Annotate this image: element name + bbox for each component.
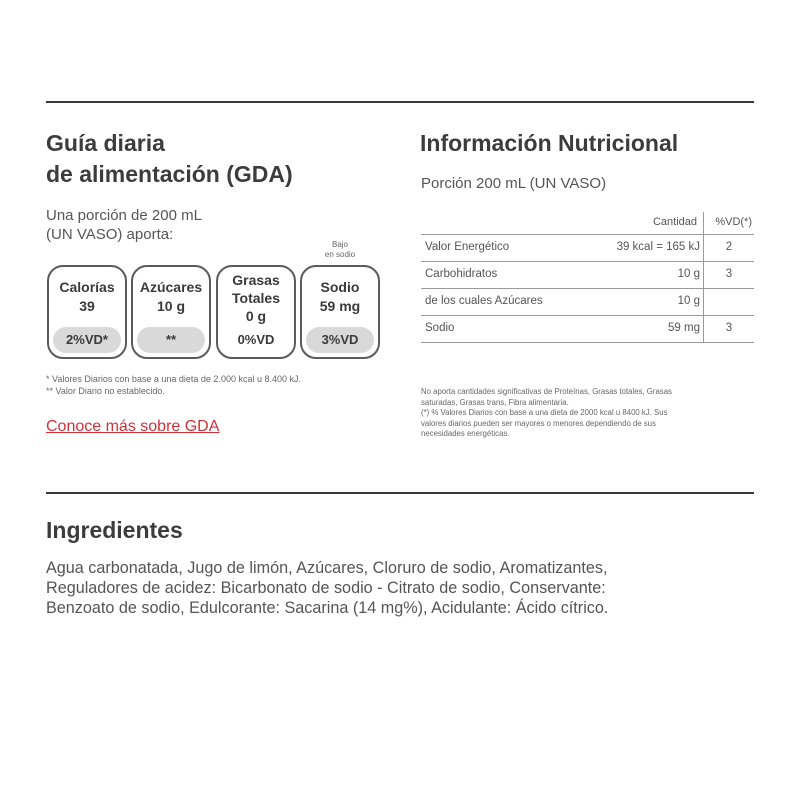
gda-title-line1: Guía diaria <box>46 130 165 156</box>
low-sodium-label: Bajo en sodio <box>324 240 356 259</box>
middle-divider <box>46 492 754 494</box>
nutrition-footnote: No aporta cantidades significativas de Proteínas, Grasas totales, Grasas saturadas, Grasas trans, Fibra alimentaria. (*) % Valores Diarios con base a una dieta de 2000 kcal u 8400 kJ. Sus valores diarios pueden ser mayores o menores dependiendo de sus necesidades energéticas. <box>421 387 672 438</box>
badge-label: Azúcares <box>139 279 203 295</box>
badge-label: Calorías <box>59 279 115 295</box>
table-row: de los cuales Azúcares 10 g <box>421 288 754 315</box>
badge-value: 10 g <box>156 298 185 314</box>
gda-portion-line2: (UN VASO) aporta: <box>46 226 174 243</box>
nutrition-table-header <box>421 212 754 234</box>
badge-vd-pill: 3%VD <box>306 327 374 353</box>
table-row: Sodio 59 mg 3 <box>421 315 754 343</box>
ingredients-title: Ingredientes <box>46 517 183 543</box>
gda-portion-line1: Una porción de 200 mL <box>46 207 202 224</box>
table-row: Carbohidratos 10 g 3 <box>421 261 754 288</box>
nutrition-title: Información Nutricional <box>420 130 679 156</box>
ingredients-text: Agua carbonatada, Jugo de limón, Azúcares, Cloruro de sodio, Aromatizantes, Reguladores de acidez: Bicarbonato de sodio - Citrato de sodio, Conservante: Benzoato de sodio, Edulcorante: Sacarina (14 mg%), Acidulante: Ácido cítrico. <box>46 559 609 617</box>
gda-footnote-2: ** Valor Diario no establecido. <box>46 386 165 396</box>
badge-vd-pill: ** <box>137 327 205 353</box>
badge-value: 59 mg <box>319 298 361 314</box>
top-divider <box>46 101 754 103</box>
badge-label-2: Totales <box>232 290 280 306</box>
gda-badge-total-fat <box>216 265 296 359</box>
header-cantidad: Cantidad <box>652 216 697 228</box>
gda-footnote-1: * Valores Diarios con base a una dieta de 2.000 kcal u 8.400 kJ. <box>46 374 301 384</box>
nutrition-table <box>421 212 754 343</box>
badge-label: Grasas <box>232 272 280 288</box>
gda-badge-sodium <box>300 265 380 359</box>
gda-badge-calories <box>47 265 127 359</box>
badge-label: Sodio <box>320 279 360 295</box>
gda-title-line2: de alimentación (GDA) <box>46 161 293 187</box>
column-divider <box>703 212 704 234</box>
table-row: Valor Energético 39 kcal = 165 kJ 2 <box>421 234 754 261</box>
gda-badge-sugars <box>131 265 211 359</box>
badge-vd-pill: 2%VD* <box>53 327 121 353</box>
badge-value: 0 g <box>245 308 267 324</box>
badge-vd-pill: 0%VD <box>222 327 290 353</box>
gda-more-info-link[interactable]: Conoce más sobre GDA <box>46 418 220 435</box>
badge-value: 39 <box>79 298 95 314</box>
header-vd: %VD(*) <box>715 216 752 228</box>
nutrition-portion: Porción 200 mL (UN VASO) <box>421 175 607 192</box>
